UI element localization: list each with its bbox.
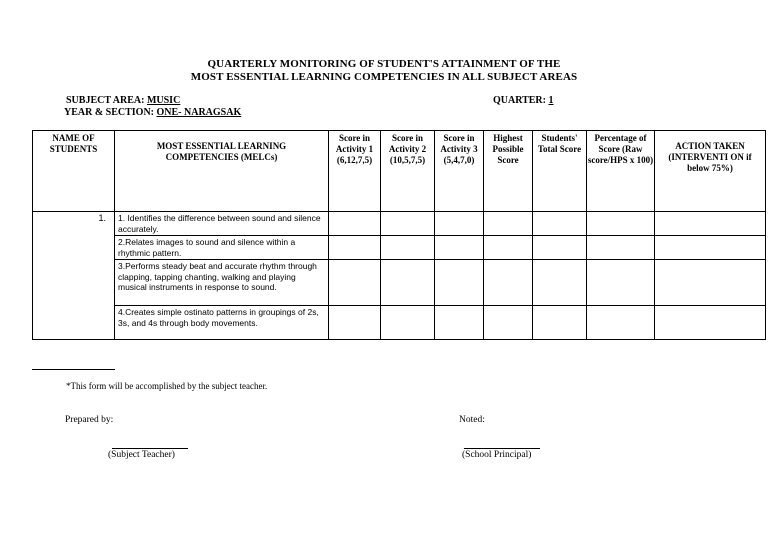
melc-item: 1. Identifies the difference between sound and silence accurately. — [115, 212, 329, 236]
score-cell[interactable] — [533, 260, 587, 306]
year-section — [64, 107, 241, 118]
score-cell[interactable] — [329, 260, 381, 306]
melc-item: 4.Creates simple ostinato patterns in groupings of 2s, 3s, and 4s through body movements. — [115, 306, 329, 340]
table-row — [33, 306, 766, 340]
header-students-total-score: Students' Total Score — [533, 131, 587, 212]
quarter-value: 1 — [548, 95, 554, 106]
score-cell[interactable] — [587, 306, 655, 340]
melc-item: 3.Performs steady beat and accurate rhythm through clapping, tapping chanting, walking and playing musical instruments in response to sound. — [115, 260, 329, 306]
student-number: 1. — [33, 212, 115, 340]
subject-area — [66, 95, 180, 106]
score-cell[interactable] — [381, 260, 435, 306]
score-cell[interactable] — [381, 306, 435, 340]
monitoring-table — [32, 130, 766, 340]
score-cell[interactable] — [587, 236, 655, 260]
score-cell[interactable] — [587, 260, 655, 306]
header-action-taken: ACTION TAKEN (INTERVENTI ON if below 75%) — [655, 131, 766, 212]
header-highest-possible-score: Highest Possible Score — [484, 131, 533, 212]
teacher-signature-line — [112, 448, 188, 449]
table-row — [33, 212, 766, 236]
table-header-row — [33, 131, 766, 212]
year-section-label: YEAR & SECTION: — [64, 107, 155, 118]
score-cell[interactable] — [435, 306, 484, 340]
prepared-by-label: Prepared by: — [65, 415, 114, 425]
score-cell[interactable] — [329, 306, 381, 340]
form-title-line-2: MOST ESSENTIAL LEARNING COMPETENCIES IN ALL SUBJECT AREAS — [190, 71, 578, 83]
footnote-separator — [32, 369, 115, 370]
header-activity-2: Score in Activity 2 (10,5,7,5) — [381, 131, 435, 212]
action-cell[interactable] — [655, 260, 766, 306]
year-section-value: ONE- NARAGSAK — [156, 107, 242, 118]
school-principal-caption: (School Principal) — [462, 450, 532, 460]
noted-label: Noted: — [459, 415, 485, 425]
header-activity-3: Score in Activity 3 (5,4,7,0) — [435, 131, 484, 212]
score-cell[interactable] — [381, 236, 435, 260]
table-row — [33, 236, 766, 260]
subject-teacher-caption: (Subject Teacher) — [108, 450, 175, 460]
score-cell[interactable] — [329, 236, 381, 260]
score-cell[interactable] — [587, 212, 655, 236]
header-activity-1: Score in Activity 1 (6,12,7,5) — [329, 131, 381, 212]
subject-area-value: MUSIC — [146, 95, 181, 106]
score-cell[interactable] — [435, 260, 484, 306]
score-cell[interactable] — [435, 212, 484, 236]
melc-item: 2.Relates images to sound and silence within a rhythmic pattern. — [115, 236, 329, 260]
action-cell[interactable] — [655, 236, 766, 260]
action-cell[interactable] — [655, 306, 766, 340]
header-percentage-of-score: Percentage of Score (Raw score/HPS x 100) — [587, 131, 655, 212]
score-cell[interactable] — [533, 212, 587, 236]
action-cell[interactable] — [655, 212, 766, 236]
principal-signature-line — [464, 448, 540, 449]
score-cell[interactable] — [484, 236, 533, 260]
score-cell[interactable] — [533, 306, 587, 340]
quarter — [493, 95, 553, 106]
subject-area-label: SUBJECT AREA: — [66, 95, 145, 106]
table-row — [33, 260, 766, 306]
header-name-of-students: NAME OF STUDENTS — [33, 131, 115, 212]
score-cell[interactable] — [381, 212, 435, 236]
score-cell[interactable] — [329, 212, 381, 236]
score-cell[interactable] — [435, 236, 484, 260]
score-cell[interactable] — [484, 260, 533, 306]
quarter-label: QUARTER: — [493, 95, 546, 106]
score-cell[interactable] — [484, 306, 533, 340]
score-cell[interactable] — [484, 212, 533, 236]
header-melcs: MOST ESSENTIAL LEARNING COMPETENCIES (MELCs) — [115, 131, 329, 212]
score-cell[interactable] — [533, 236, 587, 260]
form-title-line-1: QUARTERLY MONITORING OF STUDENT'S ATTAINMENT OF THE — [207, 58, 561, 70]
footnote: *This form will be accomplished by the subject teacher. — [66, 381, 268, 391]
